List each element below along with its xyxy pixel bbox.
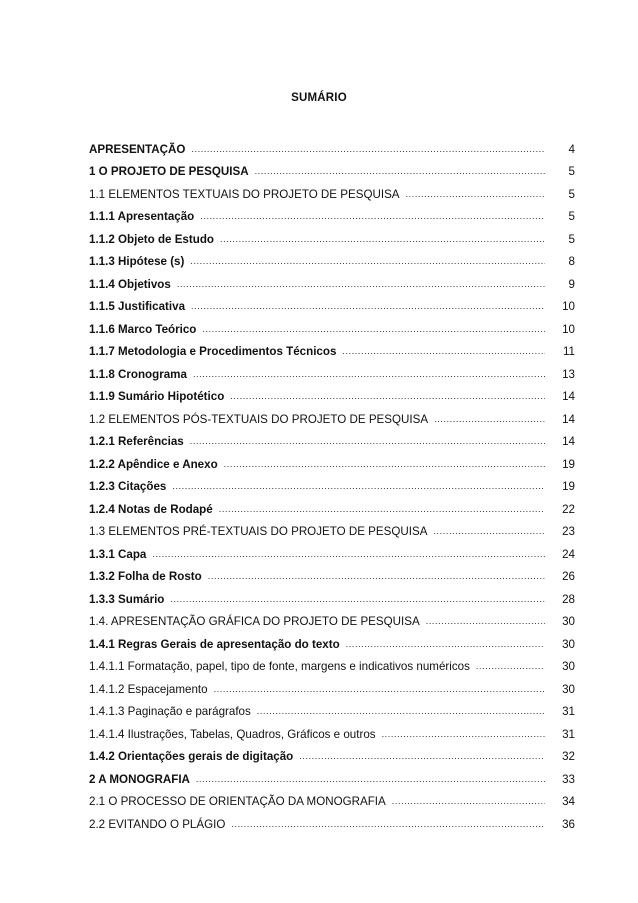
toc-entry-label: 1.1.1 Apresentação <box>89 210 195 223</box>
toc-entry <box>89 269 575 292</box>
toc-entry-page-number: 30 <box>562 615 575 628</box>
toc-entry-page-number: 14 <box>562 412 575 426</box>
toc-entry-label: 1.1.6 Marco Teórico <box>89 322 197 336</box>
toc-dot-leader <box>191 300 545 312</box>
toc-entry-page-number: 28 <box>562 592 575 606</box>
toc-dot-leader <box>230 390 545 402</box>
toc-entry-label: 2.1 O PROCESSO DE ORIENTAÇÃO DA MONOGRAFIA <box>89 795 386 808</box>
toc-dot-leader <box>231 818 545 830</box>
toc-entry-page-number: 23 <box>562 525 575 538</box>
toc-entry <box>89 787 575 810</box>
toc-entry-page-number: 14 <box>562 435 575 448</box>
toc-entry <box>89 719 575 742</box>
toc-entry-page-number: 10 <box>562 322 575 336</box>
toc-entry-label: 1.2.1 Referências <box>89 435 184 448</box>
toc-entry-label: 1.4.1.2 Espacejamento <box>89 682 208 696</box>
toc-dot-leader <box>257 705 545 717</box>
toc-dot-leader <box>196 773 545 785</box>
toc-entry-page-number: 9 <box>568 277 575 291</box>
toc-dot-leader <box>193 368 545 380</box>
toc-entry-page-number: 13 <box>562 367 575 381</box>
toc-dot-leader <box>191 143 545 155</box>
toc-dot-leader <box>382 728 545 740</box>
toc-entry-page-number: 30 <box>562 637 575 651</box>
toc-dot-leader <box>200 210 545 222</box>
toc-entry <box>89 629 575 652</box>
toc-entry <box>89 382 575 405</box>
toc-entry-label: 1.4.2 Orientações gerais de digitação <box>89 750 294 763</box>
toc-dot-leader <box>208 570 545 582</box>
toc-entry <box>89 337 575 360</box>
toc-dot-leader <box>202 323 545 335</box>
page-title: SUMÁRIO <box>291 92 347 104</box>
toc-entry <box>89 134 575 157</box>
toc-dot-leader <box>476 660 545 672</box>
toc-entry-label: 1 O PROJETO DE PESQUISA <box>89 165 249 178</box>
toc-entry <box>89 472 575 495</box>
table-of-contents <box>89 134 575 832</box>
toc-entry-page-number: 19 <box>562 457 575 471</box>
toc-entry-label: 1.3 ELEMENTOS PRÉ-TEXTUAIS DO PROJETO DE PESQUISA <box>89 525 428 538</box>
toc-entry <box>89 517 575 540</box>
toc-entry-label: 1.4.1.4 Ilustrações, Tabelas, Quadros, Gráficos e outros <box>89 727 376 741</box>
toc-entry-label: 2.2 EVITANDO O PLÁGIO <box>89 817 226 831</box>
toc-dot-leader <box>346 638 545 650</box>
toc-entry-page-number: 5 <box>568 232 575 246</box>
toc-dot-leader <box>434 413 545 425</box>
toc-entry-page-number: 30 <box>562 682 575 696</box>
toc-entry <box>89 562 575 585</box>
toc-entry-label: 1.3.1 Capa <box>89 547 147 561</box>
toc-entry-label: 1.1.7 Metodologia e Procedimentos Técnicos <box>89 345 337 358</box>
toc-entry-page-number: 4 <box>568 142 575 156</box>
toc-entry <box>89 247 575 270</box>
toc-entry-page-number: 33 <box>562 772 575 786</box>
toc-entry-label: 1.4.1.1 Formatação, papel, tipo de fonte, margens e indicativos numéricos <box>89 660 470 673</box>
toc-entry-page-number: 5 <box>568 210 575 223</box>
toc-entry-page-number: 5 <box>568 187 575 201</box>
toc-entry-label: 1.3.3 Sumário <box>89 592 165 606</box>
toc-entry <box>89 202 575 225</box>
toc-entry <box>89 697 575 720</box>
toc-entry-label: 1.4.1 Regras Gerais de apresentação do texto <box>89 637 340 651</box>
toc-entry <box>89 584 575 607</box>
toc-entry <box>89 449 575 472</box>
toc-entry <box>89 292 575 315</box>
toc-entry-label: 1.4.1.3 Paginação e parágrafos <box>89 705 251 718</box>
toc-dot-leader <box>220 233 545 245</box>
toc-entry-label: 1.4. APRESENTAÇÃO GRÁFICA DO PROJETO DE PESQUISA <box>89 615 420 628</box>
toc-entry-page-number: 24 <box>562 547 575 561</box>
toc-dot-leader <box>190 255 545 267</box>
toc-dot-leader <box>172 480 545 492</box>
toc-entry <box>89 494 575 517</box>
toc-dot-leader <box>299 750 545 762</box>
toc-dot-leader <box>170 593 545 605</box>
toc-entry-label: 1.1.3 Hipótese (s) <box>89 255 185 268</box>
toc-entry <box>89 427 575 450</box>
toc-dot-leader <box>255 165 545 177</box>
toc-dot-leader <box>219 503 545 515</box>
toc-entry <box>89 404 575 427</box>
toc-entry-label: 1.2.2 Apêndice e Anexo <box>89 457 218 471</box>
toc-entry-page-number: 34 <box>562 795 575 808</box>
toc-entry-label: 1.1.2 Objeto de Estudo <box>89 232 214 246</box>
toc-entry-page-number: 14 <box>562 390 575 403</box>
toc-dot-leader <box>392 795 545 807</box>
toc-entry-page-number: 32 <box>562 750 575 763</box>
toc-entry <box>89 742 575 765</box>
toc-entry-page-number: 11 <box>562 345 575 358</box>
toc-entry-label: 1.2 ELEMENTOS PÓS-TEXTUAIS DO PROJETO DE PESQUISA <box>89 412 429 426</box>
toc-dot-leader <box>177 278 545 290</box>
toc-entry-label: 1.1.4 Objetivos <box>89 277 171 291</box>
toc-entry <box>89 674 575 697</box>
toc-entry-label: 1.3.2 Folha de Rosto <box>89 570 202 583</box>
toc-entry-page-number: 5 <box>568 165 575 178</box>
toc-entry <box>89 224 575 247</box>
toc-entry-label: 1.1.5 Justificativa <box>89 300 186 313</box>
toc-dot-leader <box>426 615 545 627</box>
toc-entry-page-number: 19 <box>562 480 575 493</box>
toc-entry-label: 1.1.8 Cronograma <box>89 367 187 381</box>
toc-entry-page-number: 31 <box>562 727 575 741</box>
toc-dot-leader <box>152 548 545 560</box>
toc-entry <box>89 157 575 180</box>
toc-entry-label: 1.1.9 Sumário Hipotético <box>89 390 225 403</box>
toc-entry-page-number: 30 <box>562 660 575 673</box>
toc-dot-leader <box>406 188 545 200</box>
toc-dot-leader <box>214 683 545 695</box>
toc-dot-leader <box>190 435 545 447</box>
toc-entry-page-number: 36 <box>562 817 575 831</box>
toc-entry <box>89 359 575 382</box>
toc-entry-label: 1.1 ELEMENTOS TEXTUAIS DO PROJETO DE PESQUISA <box>89 187 400 201</box>
toc-entry <box>89 539 575 562</box>
toc-entry <box>89 652 575 675</box>
toc-dot-leader <box>342 345 545 357</box>
toc-entry <box>89 809 575 832</box>
toc-entry-page-number: 31 <box>562 705 575 718</box>
toc-dot-leader <box>433 525 545 537</box>
toc-entry <box>89 314 575 337</box>
toc-entry-label: 1.2.3 Citações <box>89 480 167 493</box>
toc-dot-leader <box>224 458 545 470</box>
toc-entry-page-number: 26 <box>562 570 575 583</box>
toc-entry-page-number: 8 <box>568 255 575 268</box>
toc-entry-label: 2 A MONOGRAFIA <box>89 772 190 786</box>
toc-entry <box>89 607 575 630</box>
toc-entry-page-number: 22 <box>562 502 575 516</box>
toc-entry <box>89 179 575 202</box>
toc-entry-label: APRESENTAÇÃO <box>89 142 186 156</box>
toc-entry-page-number: 10 <box>562 300 575 313</box>
toc-entry <box>89 764 575 787</box>
toc-entry-label: 1.2.4 Notas de Rodapé <box>89 502 213 516</box>
